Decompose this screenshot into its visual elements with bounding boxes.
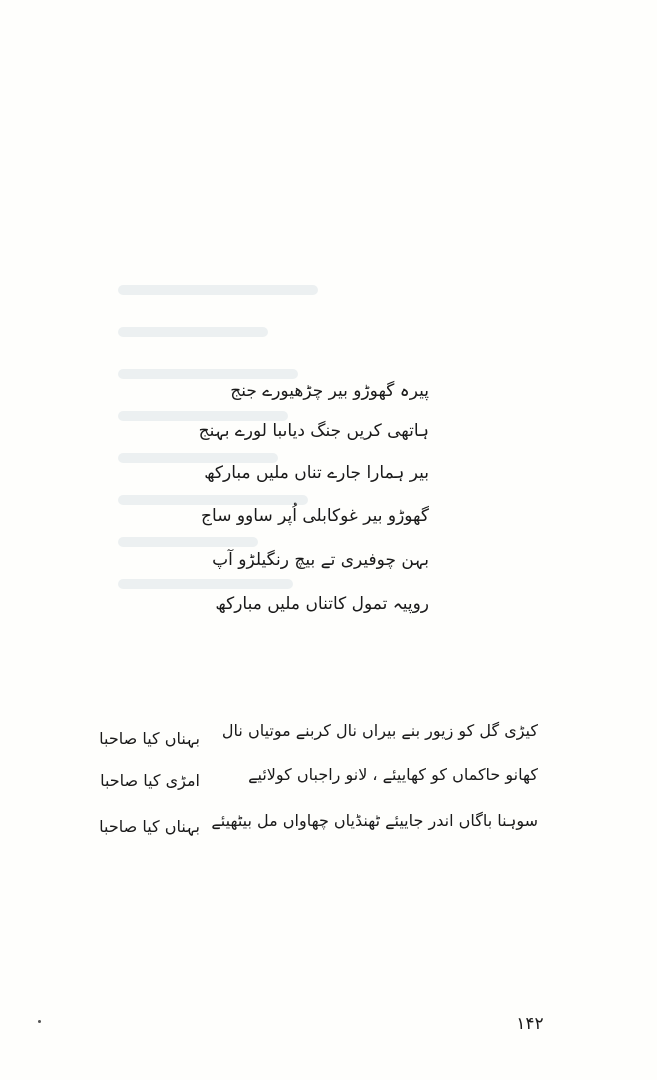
stanza-line-5: بہن چوفیری تے بیچ رنگیلڑو آپ bbox=[212, 550, 429, 570]
stanza-line-3: بیر ہمارا جارے تناں ملیں مبارکھ bbox=[204, 463, 429, 483]
stanza-line-1: پیرہ گھوڑو بیر چڑھیورے جنج bbox=[230, 381, 429, 401]
paper-speck bbox=[38, 1020, 41, 1023]
page-number: ۱۴۲ bbox=[516, 1014, 544, 1034]
stanza-line-2: ہاتھی کریں جنگ دیاںبا لورے بہنج bbox=[198, 421, 429, 441]
couplet-refrain-3: بہناں کیا صاحبا bbox=[99, 817, 200, 836]
couplet-line-2: کھانو حاکماں کو کھاییئے ، لانو راجباں کولائیے bbox=[248, 765, 538, 784]
stanza-line-6: روپیہ تمول کاتناں ملیں مبارکھ bbox=[215, 594, 429, 614]
couplet-line-1: کیڑی گل کو زیور بنے بیراں نال کربنے موتیاں نال bbox=[221, 721, 538, 740]
stanza-line-4: گھوڑو بیر غوکابلی اُپر ساوو ساج bbox=[201, 506, 429, 526]
couplet-refrain-1: بہناں کیا صاحبا bbox=[99, 729, 200, 748]
couplet-refrain-2: امڑی کیا صاحبا bbox=[100, 771, 200, 790]
couplet-line-3: سوہنا باگاں اندر جاییئے ٹھنڈیاں چھاواں مل بیٹھیئے bbox=[211, 811, 538, 830]
